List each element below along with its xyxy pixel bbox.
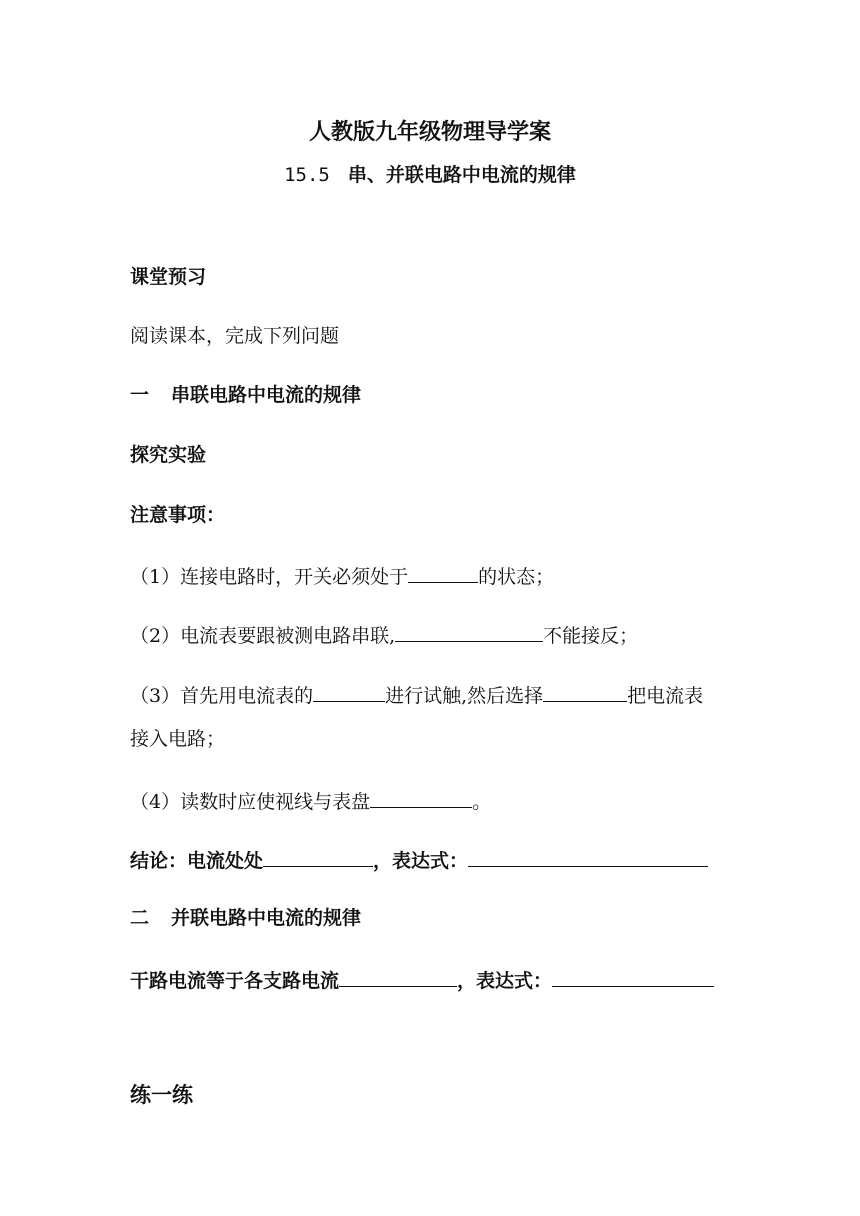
part2-marker: 二 [130, 907, 150, 929]
conclusion-text: 结论：电流处处 [130, 850, 264, 872]
section-title [0, 160, 860, 187]
note-2-suffix: 不能接反； [543, 625, 639, 647]
note-4-blank[interactable] [370, 787, 472, 808]
note-3-continuation: 接入电路； [130, 728, 226, 750]
note-3-suffix: 把电流表 [627, 685, 704, 707]
conclusion-expression-blank[interactable] [468, 846, 708, 867]
section-number: 15.5 [284, 164, 330, 186]
note-1 [130, 562, 554, 589]
note-3-blank-1[interactable] [313, 681, 385, 702]
experiment-label: 探究实验 [130, 444, 207, 466]
note-4-suffix: 。 [472, 791, 492, 813]
note-2-text: （2）电流表要跟被测电路串联, [130, 625, 396, 647]
conclusion [130, 846, 708, 873]
note-3-blank-2[interactable] [543, 681, 627, 702]
part2-heading [130, 906, 361, 930]
note-2 [130, 621, 638, 648]
conclusion-expression-label: ，表达式： [373, 850, 469, 872]
section-title-text: 串、并联电路中电流的规律 [347, 164, 576, 186]
note-1-text: （1）连接电路时，开关必须处于 [130, 566, 409, 588]
part2-expression-blank[interactable] [552, 966, 714, 987]
part1-marker: 一 [130, 384, 150, 406]
note-4-text: （4）读数时应使视线与表盘 [130, 791, 371, 813]
note-4 [130, 787, 491, 814]
note-1-blank[interactable] [408, 562, 478, 583]
part2-title: 并联电路中电流的规律 [171, 907, 362, 929]
conclusion-blank[interactable] [263, 846, 373, 867]
note-3-middle: 进行试触,然后选择 [385, 685, 544, 707]
document-title: 人教版九年级物理导学案 [308, 119, 551, 145]
note-1-suffix: 的状态； [478, 566, 555, 588]
note-3-text: （3）首先用电流表的 [130, 685, 314, 707]
notes-heading: 注意事项： [130, 504, 226, 526]
preview-heading: 课堂预习 [130, 266, 207, 288]
part2-statement [130, 966, 714, 993]
note-2-blank[interactable] [395, 621, 543, 642]
part2-statement-text: 干路电流等于各支路电流 [130, 970, 340, 992]
part2-expression-label: ，表达式： [457, 970, 553, 992]
part2-blank[interactable] [339, 966, 457, 987]
part1-title: 串联电路中电流的规律 [171, 384, 362, 406]
part1-heading [130, 383, 361, 407]
note-3 [130, 681, 703, 708]
preview-instruction: 阅读课本，完成下列问题 [130, 325, 340, 347]
practice-heading: 练一练 [130, 1083, 193, 1107]
